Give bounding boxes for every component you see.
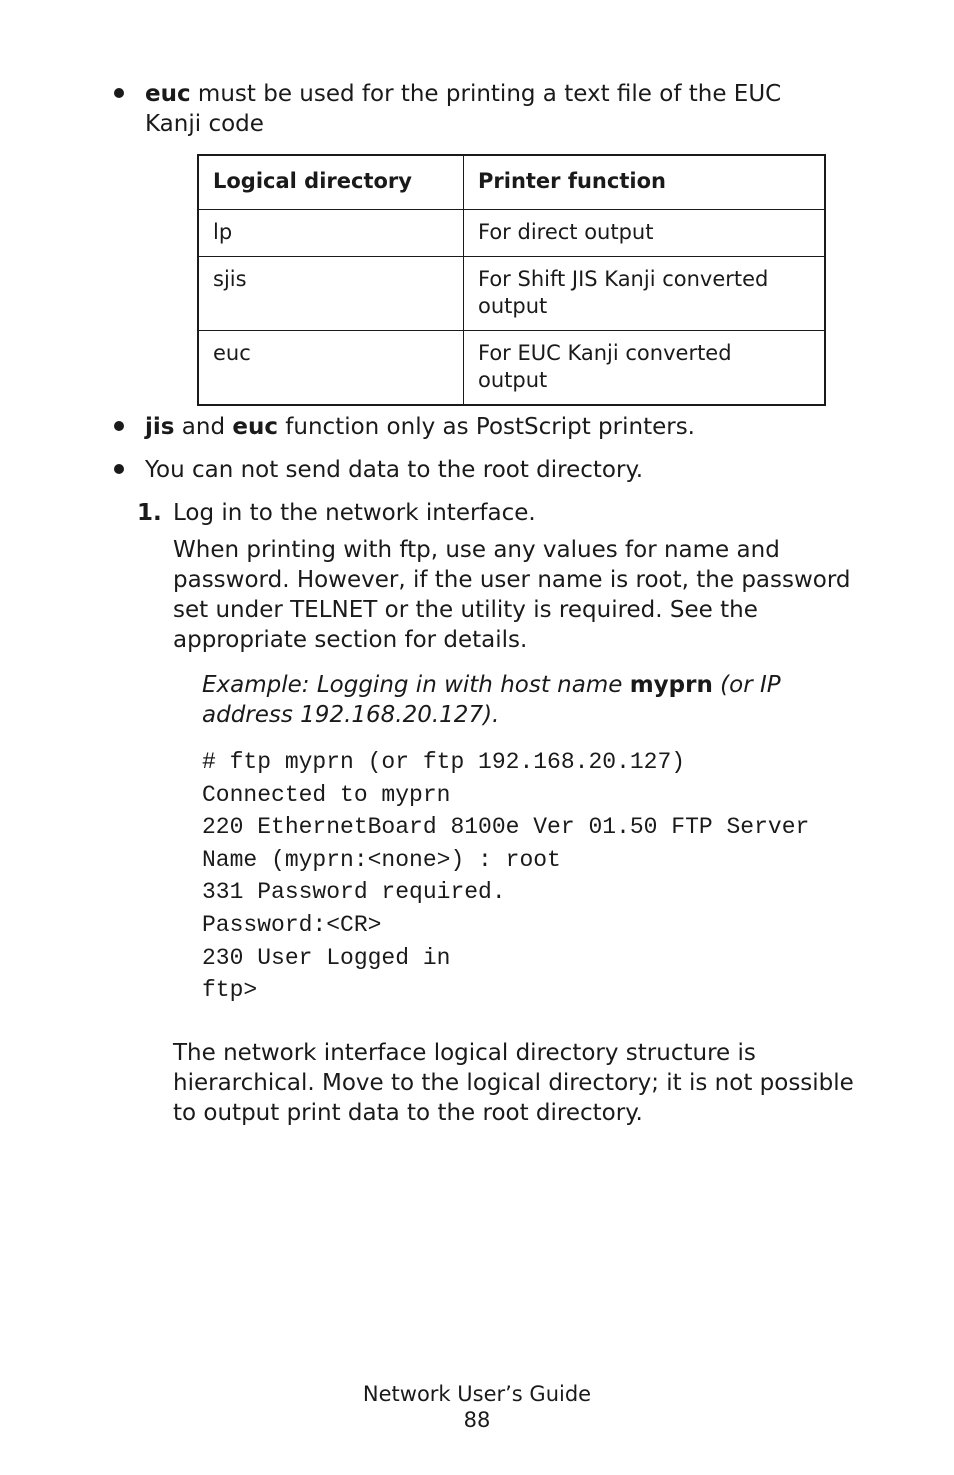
code-line: Connected to myprn — [202, 781, 451, 808]
code-line: 220 EthernetBoard 8100e Ver 01.50 FTP Server — [202, 814, 810, 841]
bullet-text — [145, 79, 845, 139]
page-number: 88 — [463, 1408, 491, 1432]
ftp-session-code — [202, 746, 809, 1007]
code-line: ftp> — [202, 977, 258, 1004]
code-line: Name (myprn:<none>) : root — [202, 846, 561, 873]
bullet-connector: and — [174, 414, 233, 440]
directory-structure-note: The network interface logical directory structure is hierarchical. Move to the logical directory; it is not possible to output print data to the root directory. — [173, 1040, 854, 1126]
code-line: Password:<CR> — [202, 911, 382, 938]
example-prefix: Example: Logging in with host name — [202, 672, 630, 698]
example-caption — [202, 670, 862, 730]
bullet-body-continued: Kanji code — [145, 111, 264, 137]
bullet-dot — [114, 88, 124, 98]
bullet-body: must be used for the printing a text file of the EUC — [190, 81, 782, 107]
header-printer-function: Printer function — [464, 155, 826, 210]
bullet-text — [145, 412, 845, 442]
table-row — [198, 331, 825, 406]
code-line: 331 Password required. — [202, 879, 506, 906]
bold-term: euc — [232, 414, 278, 440]
header-logical-directory: Logical directory — [198, 155, 464, 210]
bullet-body: function only as PostScript printers. — [277, 414, 695, 440]
table-header-row — [198, 155, 825, 210]
step-number: 1. — [137, 500, 162, 526]
example-host-name: myprn — [629, 672, 713, 698]
cell-directory: lp — [198, 210, 464, 257]
bold-term: jis — [145, 414, 175, 440]
cell-function: For EUC Kanji converted output — [464, 331, 826, 406]
cell-directory: euc — [198, 331, 464, 406]
table-row — [198, 257, 825, 331]
cell-directory: sjis — [198, 257, 464, 331]
example-suffix: (or IP address 192.168.20.127). — [202, 672, 781, 728]
code-line: 230 User Logged in — [202, 944, 451, 971]
table-row — [198, 210, 825, 257]
cell-function: For Shift JIS Kanji converted output — [464, 257, 826, 331]
code-line: # ftp myprn (or ftp 192.168.20.127) — [202, 749, 686, 775]
login-instructions: When printing with ftp, use any values for name and password. However, if the user name is root, the password set under TELNET or the utility is required. See the appropriate section for details. — [173, 537, 851, 653]
bullet-text: You can not send data to the root directory. — [145, 457, 644, 483]
step-text: Log in to the network interface. — [173, 500, 536, 526]
logical-directory-table — [197, 154, 826, 406]
bold-term: euc — [145, 81, 191, 107]
footer-title: Network User’s Guide — [362, 1382, 592, 1406]
bullet-dot — [114, 464, 124, 474]
cell-function: For direct output — [464, 210, 826, 257]
bullet-dot — [114, 421, 124, 431]
